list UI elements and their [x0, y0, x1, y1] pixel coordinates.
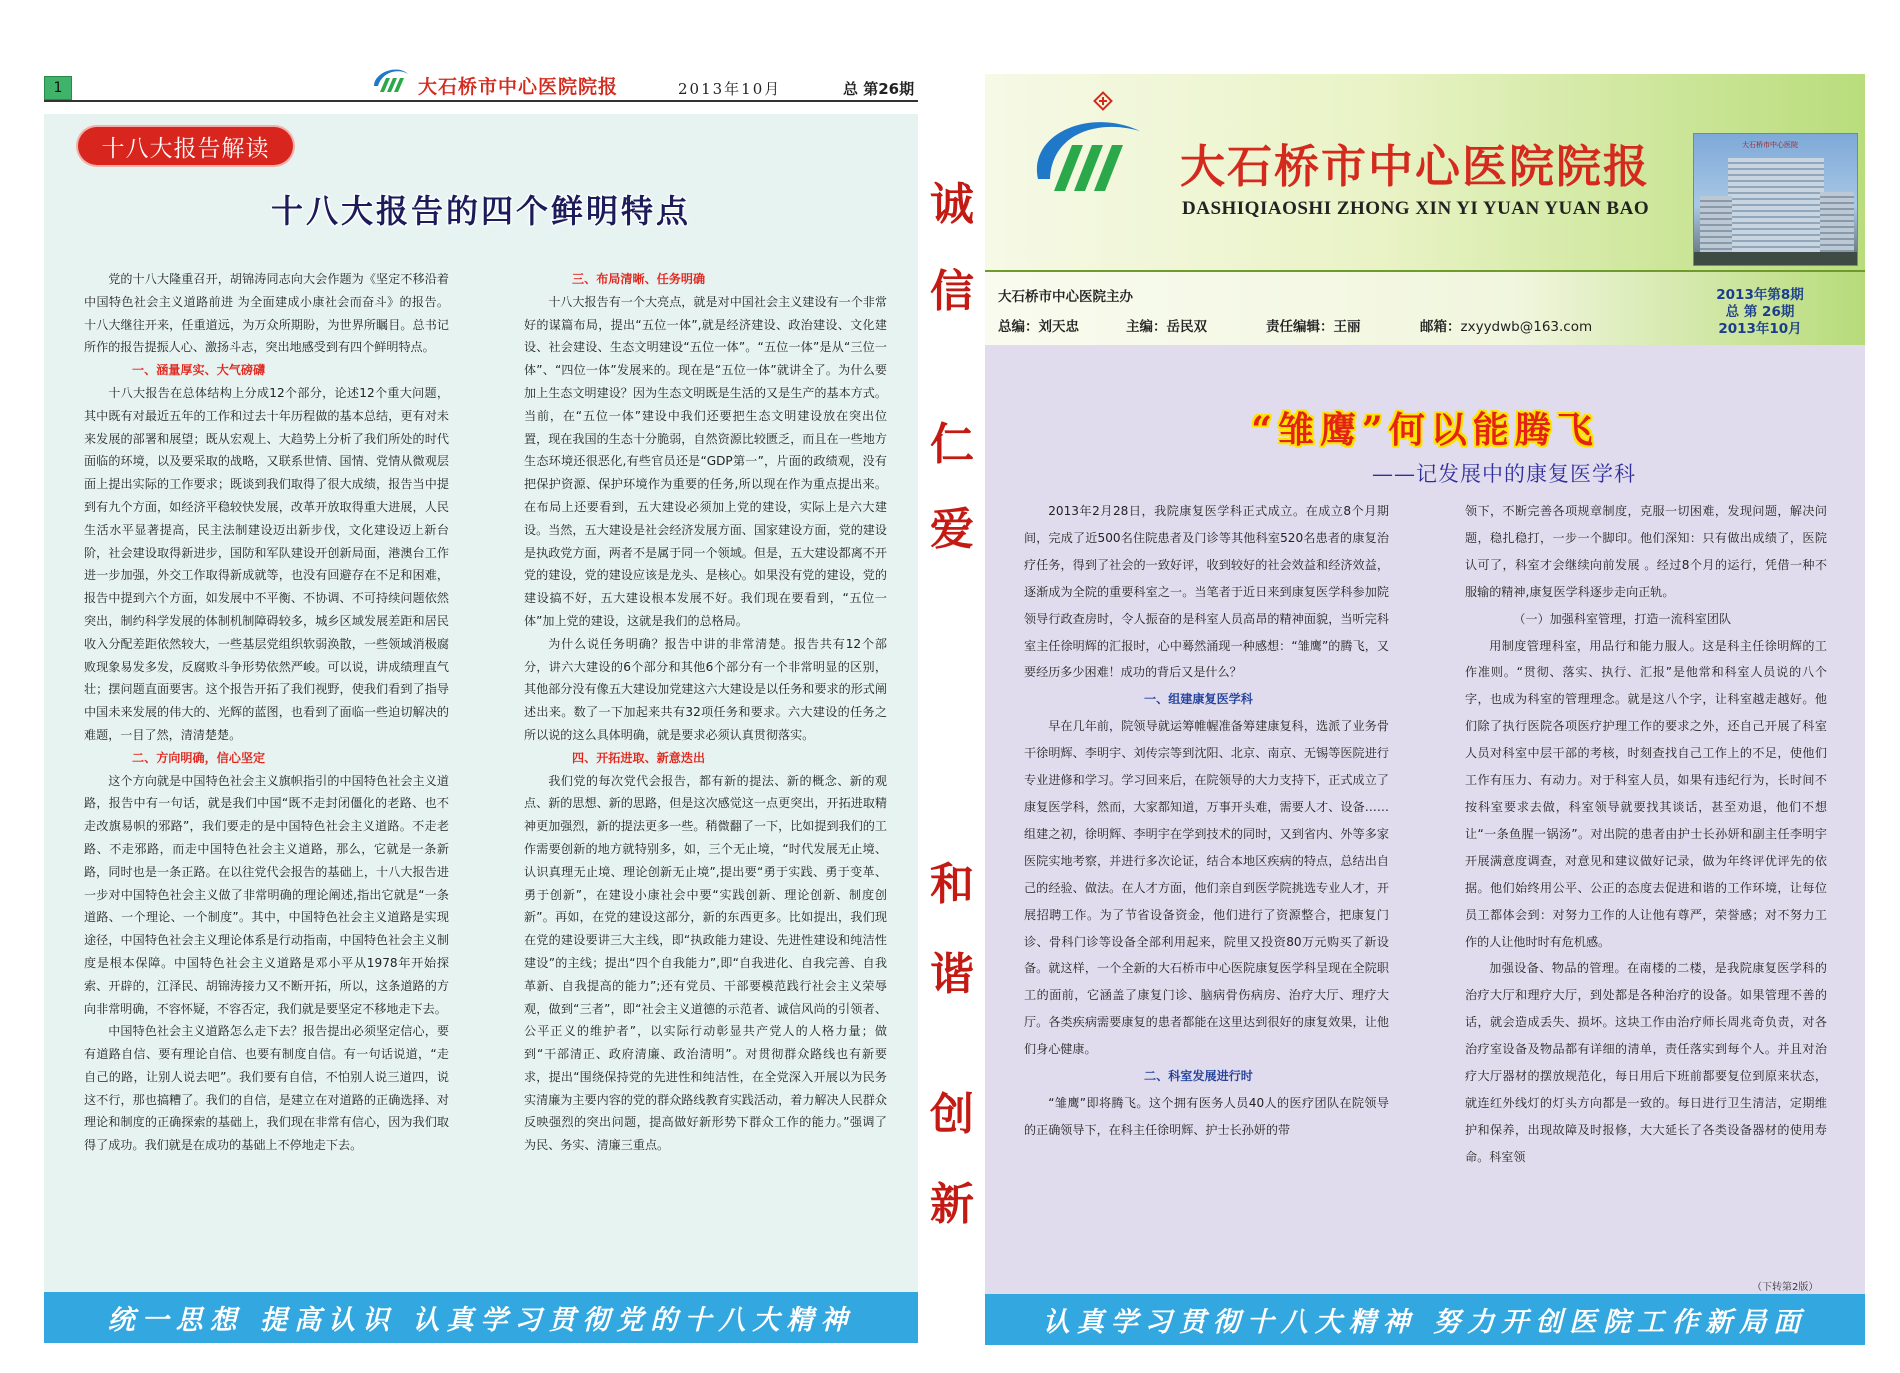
photo-caption: 大石桥市中心医院 — [1742, 141, 1798, 149]
slogan-char-1: 诚 — [930, 179, 974, 230]
right-footer-banner: 认真学习贯彻十八大精神 努力开创医院工作新局面 — [985, 1294, 1865, 1345]
issue-no: 2013年第8期 — [1716, 287, 1804, 303]
photo-building-wing-right — [1820, 192, 1854, 258]
right-article-title: “雏鹰”何以能腾飞 — [1251, 409, 1599, 451]
left-article-title: 十八大报告的四个鲜明特点 — [270, 192, 691, 230]
editor-email-value: zxyydwb@163.com — [1460, 319, 1593, 335]
editor-responsible — [1266, 315, 1361, 335]
left-header-title: 大石桥市中心医院院报 — [418, 76, 619, 98]
issue-date: 2013年10月 — [1718, 321, 1802, 337]
left-footer-banner: 统一思想 提高认识 认真学习贯彻党的十八大精神 — [44, 1292, 918, 1343]
section-heading: 二、方向明确，信心坚定 — [132, 750, 266, 765]
section-heading: 一、涵量厚实、大气磅礴 — [132, 363, 266, 378]
hospital-logo-small — [370, 66, 410, 98]
paragraph: （一）加强科室管理，打造一流科室团队 — [1513, 611, 1732, 626]
section-heading: 四、开拓进取、新意迭出 — [572, 750, 706, 765]
paragraph: 加强设备、物品的管理。在南楼的二楼，是我院康复医学科的治疗大厅和理疗大厅，到处都是各种治疗的设备。如果管理不善的话，就会造成丢失、损坏。这块工作由治疗师长周兆奇负责，对各治疗室设备及物品都有详细的清单，责任落实到每个人。并且对治疗大厅器材的摆放规范化，每日用后下班前都要复位到原来状态，就连红外线灯的灯头方向都是一致的。每日进行卫生清洁，定期维护和保养，出现故障及时报修，大大延长了各类设备器材的使用寿命。科室领 — [1465, 961, 1827, 1164]
left-column-2 — [524, 268, 887, 1286]
paragraph: 十八大报告有一个大亮点，就是对中国社会主义建设有一个非常好的谋篇布局，提出“五位一体”,就是经济建设、政治建设、文化建设、社会建设、生态文明建设“五位一体”。“五位一体”是从“三位一体”、“四位一体”发展来的。现在是“五位一体”就讲全了。为什么要加上生态文明建设？因为生态文明既是生活的又是生产的基本方式。当前，在“五位一体”建设中我们还要把生态文明建设放在突出位置，现在我国的生态十分脆弱，自然资源比较匮乏，而且在一些地方生态环境还很恶化,有些官员还是“GDP第一”，片面的政绩观，没有把保护资源、保护环境作为重要的任务,所以现在作为重点提出来。在布局上还要看到，五大建设必须加上党的建设，实际上是六大建设。当然，五大建设是社会经济发展方面、国家建设方面，党的建设是执政党方面，两者不是属于同一个领域。但是，五大建设都离不开党的建设，党的建设应该是龙头、是核心。如果没有党的建设，党的建设搞不好，五大建设根本发展不好。我们现在要看到，“五位一体”加上党的建设，这就是我们的总格局。 — [524, 294, 887, 628]
left-page-number: 1 — [44, 76, 72, 100]
host-label: 大石桥市中心医院主办 — [998, 289, 1133, 305]
paragraph: 领下，不断完善各项规章制度，克服一切困难，发现问题，解决问题，稳扎稳打，一步一个脚印。他们深知：只有做出成绩了，医院认可了，科室才会继续向前发展 。经过8个月的运行，凭借一种不服输的精神,康复医学科逐步走向正轨。 — [1465, 504, 1827, 599]
slogan-char-2: 信 — [930, 266, 974, 317]
slogan-char-4: 爱 — [930, 504, 974, 555]
paragraph: 为什么说任务明确？报告中讲的非常清楚。报告共有12个部分，讲六大建设的6个部分和其他6个部分有一个非常明显的区别，其他部分没有像五大建设加党建这六大建设是以任务和要求的形式阐述出来。数了一下加起来共有32项任务和要求。六大建设的任务之所以说的这么具体明确，就是要求必须认真贯彻落实。 — [524, 636, 887, 742]
right-column-1 — [1024, 498, 1389, 1283]
editor-email-label: 邮箱： — [1420, 319, 1461, 335]
section-heading: 三、布局清晰、任务明确 — [572, 272, 706, 286]
slogan-char-8: 新 — [930, 1179, 974, 1230]
continued-note: （下转第2版） — [1752, 1282, 1819, 1293]
left-header-issue: 总 第26期 — [843, 80, 915, 98]
section-heading: 二、科室发展进行时 — [1144, 1069, 1253, 1084]
cross-icon — [1092, 90, 1114, 112]
section-badge: 十八大报告解读 — [78, 127, 293, 165]
editor-main — [1126, 315, 1207, 335]
paragraph: 早在几年前，院领导就运筹帷幄准备筹建康复科，选派了业务骨干徐明辉、李明宇、刘传宗等到沈阳、北京、南京、无锡等医院进行专业进修和学习。学习回来后，在院领导的大力支持下，正式成立了康复医学科，然而，大家都知道，万事开头难，需要人才、设备……组建之初，徐明辉、李明宇在学到技术的同时，又到省内、外等多家医院实地考察，并进行多次论证，结合本地区疾病的特点，总结出自己的经验、做法。在人才方面，他们亲自到医学院挑选专业人才，开展招聘工作。为了节省设备资金，他们进行了资源整合，把康复门诊、骨科门诊等设备全部利用起来，院里又投资80万元购买了新设备。就这样，一个全新的大石桥市中心医院康复医学科呈现在全院职工的面前，它涵盖了康复门诊、脑病骨伤病房、治疗大厅、理疗大厅。各类疾病需要康复的患者都能在这里达到很好的康复效果，让他们身心健康。 — [1024, 719, 1389, 1057]
slogan-char-3: 仁 — [930, 419, 974, 470]
left-header-rule — [44, 100, 918, 102]
paragraph: 党的十八大隆重召开，胡锦涛同志向大会作题为《坚定不移沿着中国特色社会主义道路前进 为全面建成小康社会而奋斗》的报告。十八大继往开来，任重道远，为万众所期盼，为世界所瞩目。总书记所作的报告提振人心、激扬斗志，突出地感受到有四个鲜明特点。 — [84, 272, 449, 355]
photo-building — [1728, 158, 1824, 258]
left-header-date: 2013年10月 — [678, 80, 782, 98]
issue-total: 总 第 26期 — [1725, 304, 1795, 320]
editor-chief-value: 刘天忠 — [1038, 319, 1079, 335]
editor-chief-label: 总编： — [998, 319, 1039, 335]
slogan-char-6: 谐 — [930, 949, 974, 1000]
paragraph: “雏鹰”即将腾飞。这个拥有医务人员40人的医疗团队在院领导的正确领导下，在科主任徐明辉、护士长孙妍的带 — [1024, 1095, 1389, 1137]
editor-main-label: 主编： — [1126, 319, 1167, 335]
paragraph: 十八大报告在总体结构上分成12个部分，论述12个重大问题，其中既有对最近五年的工作和过去十年历程做的基本总结，更有对未来发展的部署和展望；既从宏观上、大趋势上分析了我们所处的时代面临的环境，以及要采取的战略，又联系世情、国情、党情从微观层面上提出实际的工作要求；既谈到我们取得了很大成绩，报告当中提到有九个方面，如经济平稳较快发展，改革开放取得重大进展，人民生活水平显著提高，民主法制建设迈出新步伐，文化建设迈上新台阶，社会建设取得新进步，国防和军队建设开创新局面，港澳台工作进一步加强，外交工作取得新成就等，也没有回避存在不足和困难，报告中提到六个方面，如发展中不平衡、不协调、不可持续问题依然突出，制约科学发展的体制机制障碍较多，城乡区域发展差距和居民收入分配差距依然较大，一些基层党组织软弱涣散，一些领域消极腐败现象易发多发，反腐败斗争形势依然严峻。可以说，讲成绩理直气壮；摆问题直面要害。这个报告开拓了我们视野，使我们看到了指导中国未来发展的伟大的、光辉的蓝图，也看到了面临一些迫切解决的难题，一目了然，清清楚楚。 — [84, 385, 449, 742]
left-column-1 — [84, 268, 449, 1286]
paragraph: 我们党的每次党代会报告，都有新的提法、新的概念、新的观点、新的思想、新的思路，但是这次感觉这一点更突出，开拓进取精神更加强烈，新的提法更多一些。稍微翻了一下，比如提到我们的工作需要创新的地方就特别多，如，三个无止境，“时代发展无止境、认识真理无止境、理论创新无止境”,提出要“勇于实践、勇于变革、勇于创新”，在建设小康社会中要“实践创新、理论创新、制度创新”。再如，在党的建设这部分，新的东西更多。比如提出，我们现在党的建设要讲三大主线，即“执政能力建设、先进性建设和纯洁性建设”的主线；提出“四个自我能力”,即“自我进化、自我完善、自我革新、自我提高的能力”;还有党员、干部要模范践行社会主义荣辱观，做到“三者”，即“社会主义道德的示范者、诚信风尚的引领者、公平正义的维护者”，以实际行动彰显共产党人的人格力量；做到“干部清正、政府清廉、政治清明”。对贯彻群众路线也有新要求，提出“围绕保持党的先进性和纯洁性，在全党深入开展以为民务实清廉为主要内容的党的群众路线教育实践活动，着力解决人民群众反映强烈的突出问题，提高做好新形势下群众工作的能力。”强调了为民、务实、清廉三重点。 — [524, 773, 887, 1153]
right-article-subtitle: ——记发展中的康复医学科 — [1372, 462, 1636, 486]
photo-building-wing-left — [1700, 196, 1732, 258]
masthead-title-en: DASHIQIAOSHI ZHONG XIN YI YUAN YUAN BAO — [1182, 198, 1650, 219]
slogan-char-7: 创 — [930, 1089, 974, 1140]
slogan-char-5: 和 — [930, 859, 974, 910]
paragraph: 用制度管理科室，用品行和能力服人。这是科主任徐明辉的工作准则。“贯彻、落实、执行、汇报”是他常和科室人员说的八个字，也成为科室的管理理念。就是这八个字，让科室越走越好。他们除了执行医院各项医疗护理工作的要求之外，还自己开展了科室人员对科室中层干部的考核，时刻查找自己工作上的不足，使他们工作有压力、有动力。对于科室人员，如果有违纪行为，长时间不按科室要求去做，科室领导就要找其谈话，甚至劝退，他们不想让“一条鱼腥一锅汤”。对出院的患者由护士长孙妍和副主任李明宇开展满意度调查，对意见和建议做好记录，做为年终评优评先的依据。他们始终用公平、公正的态度去促进和谐的工作环境，让每位员工都体会到：对努力工作的人让他有尊严，荣誉感；对不努力工作的人让他时时有危机感。 — [1465, 638, 1827, 949]
masthead-title-cn: 大石桥市中心医院院报 — [1180, 140, 1651, 193]
paragraph: 2013年2月28日，我院康复医学科正式成立。在成立8个月期间，完成了近500名住院患者及门诊等其他科室520名患者的康复治疗任务，得到了社会的一致好评，收到较好的社会效益和经济效益，逐渐成为全院的重要科室之一。当笔者于近日来到康复医学科参加院领导行政查房时，令人振奋的是科室人员高昂的精神面貌，当听完科室主任徐明辉的汇报时，心中蓦然涌现一种感想：“雏鹰”的腾飞，又要经历多少困难！成功的背后又是什么？ — [1024, 504, 1389, 680]
editor-email — [1420, 315, 1592, 335]
editor-chief — [998, 315, 1079, 335]
paragraph: 这个方向就是中国特色社会主义旗帜指引的中国特色社会主义道路，报告中有一句话，就是我们中国“既不走封闭僵化的老路、也不走改旗易帜的邪路”，我们要走的是中国特色社会主义道路。不走老路、不走邪路，而走中国特色社会主义道路，那么，它就是一条新路，同时也是一条正路。在以往党代会报告的基础上，十八大报告进一步对中国特色社会主义做了非常明确的理论阐述,指出它就是“一条道路、一个理论、一个制度”。其中，中国特色社会主义道路是实现途径，中国特色社会主义理论体系是行动指南，中国特色社会主义制度是根本保障。中国特色社会主义道路是邓小平从1978年开始探索、开辟的，江泽民、胡锦涛接力又不断开拓，所以，这条道路的方向非常明确，不容怀疑，不容否定，我们就是要坚定不移地走下去。 — [84, 773, 449, 1016]
hospital-photo — [1693, 133, 1858, 266]
photo-ground — [1694, 252, 1858, 266]
section-heading: 一、组建康复医学科 — [1144, 692, 1253, 707]
paragraph: 中国特色社会主义道路怎么走下去？报告提出必须坚定信心，要有道路自信、要有理论自信、也要有制度自信。有一句话说道，“走自己的路，让别人说去吧”。我们要有自信，不怕别人说三道四，说这不行，那也搞糟了。我们的自信，是建立在对道路的正确选择、对理论和制度的正确探索的基础上，我们现在非常有信心，因为我们取得了成功。我们就是在成功的基础上不停地走下去。 — [84, 1024, 449, 1153]
editor-main-value: 岳民双 — [1166, 319, 1207, 335]
right-column-2 — [1465, 498, 1827, 1283]
editor-responsible-label: 责任编辑： — [1266, 319, 1334, 335]
editor-responsible-value: 王丽 — [1333, 319, 1361, 335]
hospital-logo-large — [1028, 115, 1146, 201]
